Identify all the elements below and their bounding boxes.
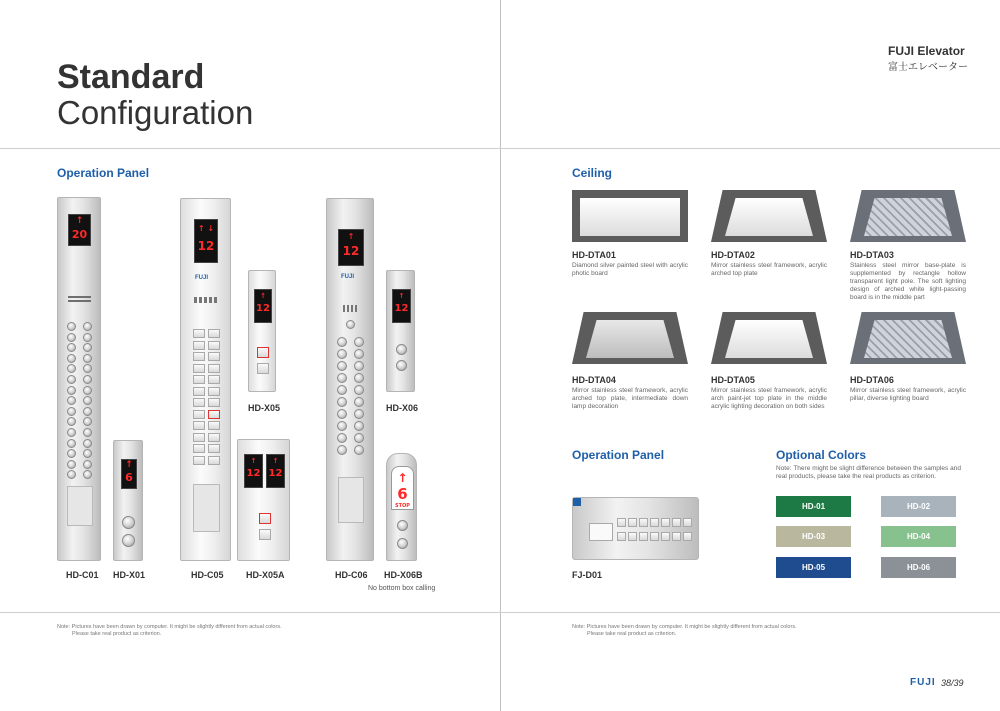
floor-button[interactable] [193, 410, 205, 419]
floor-button[interactable] [67, 417, 76, 426]
floor-button[interactable] [83, 417, 92, 426]
camera-icon [346, 320, 355, 329]
hall-down-button[interactable] [397, 538, 408, 549]
floor-button[interactable] [67, 396, 76, 405]
floor-button[interactable] [193, 433, 205, 442]
hall-down-button[interactable] [257, 363, 269, 374]
floor-button[interactable] [67, 460, 76, 469]
ceiling-image [850, 312, 966, 364]
brand-japanese-name: 富士エレベーター [888, 62, 968, 73]
footer-divider [0, 612, 1000, 613]
ceiling-description: Stainless steel mirror base-plate is supplemented by rectangle hollow transparent light pole. The soft lighting design of arched white light-passing board is in the middle part [850, 262, 966, 301]
floor-button[interactable] [67, 386, 76, 395]
floor-button[interactable] [208, 329, 220, 338]
panel-hd-x05a [237, 439, 290, 561]
floor-button[interactable] [617, 532, 626, 541]
speaker-slot [68, 296, 91, 298]
floor-button[interactable] [83, 439, 92, 448]
floor-button[interactable] [354, 361, 364, 371]
floor-button[interactable] [354, 373, 364, 383]
floor-button[interactable] [83, 396, 92, 405]
color-swatch: HD-02 [881, 496, 956, 517]
hall-down-button[interactable] [122, 534, 135, 547]
footer-brand-logo: FUJI [910, 677, 936, 688]
floor-button[interactable] [337, 361, 347, 371]
right-note-line2: Please take real product as criterion. [587, 631, 677, 637]
floor-button[interactable] [67, 322, 76, 331]
ceiling-description: Diamond silver painted steel with acrylic photic board [572, 262, 688, 277]
floor-button[interactable] [337, 397, 347, 407]
floor-button[interactable] [337, 373, 347, 383]
floor-button[interactable] [193, 444, 205, 453]
floor-button[interactable] [193, 398, 205, 407]
floor-button[interactable] [661, 518, 670, 527]
floor-button[interactable] [83, 354, 92, 363]
floor-display: ↑ 12 [338, 229, 364, 266]
floor-button[interactable] [683, 532, 692, 541]
floor-button[interactable] [67, 439, 76, 448]
floor-button[interactable] [337, 445, 347, 455]
page-number: 38/39 [941, 678, 964, 688]
floor-button[interactable] [354, 337, 364, 347]
floor-button[interactable] [337, 421, 347, 431]
hall-up-button[interactable] [397, 520, 408, 531]
floor-button[interactable] [354, 433, 364, 443]
floor-button[interactable] [337, 433, 347, 443]
floor-button[interactable] [208, 433, 220, 442]
panel-hd-c05 [180, 198, 231, 561]
ceiling-image [572, 312, 688, 364]
floor-button[interactable] [661, 532, 670, 541]
label-hd-x05a: HD-X05A [246, 570, 285, 580]
ceiling-light-panel [586, 320, 674, 358]
ceiling-description: Mirror stainless steel framework, acrylic arched top plate [711, 262, 827, 277]
floor-button[interactable] [337, 409, 347, 419]
floor-display-a: ↑ 12 [244, 454, 263, 488]
accessibility-icon [573, 498, 581, 506]
floor-button[interactable] [83, 364, 92, 373]
label-fj-d01: FJ-D01 [572, 570, 603, 580]
floor-button[interactable] [672, 532, 681, 541]
ceiling-code: HD-DTA05 [711, 375, 755, 385]
floor-button[interactable] [83, 460, 92, 469]
ceiling-code: HD-DTA06 [850, 375, 894, 385]
floor-button[interactable] [208, 341, 220, 350]
ceiling-image [711, 190, 827, 242]
speaker-grille [343, 305, 359, 312]
hall-up-button[interactable] [259, 513, 271, 524]
ceiling-code: HD-DTA01 [572, 250, 616, 260]
label-hd-c05: HD-C05 [191, 570, 224, 580]
ceiling-light-panel [725, 198, 813, 236]
hall-down-button[interactable] [259, 529, 271, 540]
floor-button[interactable] [193, 421, 205, 430]
floor-button[interactable] [208, 387, 220, 396]
floor-button[interactable] [639, 518, 648, 527]
hall-up-button[interactable] [122, 516, 135, 529]
ceiling-light-panel [864, 320, 952, 358]
fuji-logo: FUJI [195, 275, 209, 281]
floor-button[interactable] [617, 518, 626, 527]
floor-button[interactable] [67, 333, 76, 342]
floor-button[interactable] [208, 375, 220, 384]
floor-button[interactable] [83, 407, 92, 416]
floor-button[interactable] [193, 364, 205, 373]
floor-button[interactable] [67, 449, 76, 458]
floor-button[interactable] [83, 449, 92, 458]
label-hd-x01: HD-X01 [113, 570, 146, 580]
floor-button[interactable] [337, 349, 347, 359]
ceiling-code: HD-DTA03 [850, 250, 894, 260]
ceiling-light-panel [864, 198, 952, 236]
ceiling-description: Mirror stainless steel framework, acrylic arch paint-jet top plate in the middle acrylic lighting decoration on both sides [711, 387, 827, 410]
floor-button[interactable] [354, 385, 364, 395]
floor-button[interactable] [193, 387, 205, 396]
panel-hd-x05 [248, 270, 276, 392]
info-plate [589, 523, 613, 541]
floor-display-b: ↑ 12 [266, 454, 285, 488]
panel-hd-x06b [386, 453, 417, 561]
floor-button[interactable] [672, 518, 681, 527]
floor-button[interactable] [67, 407, 76, 416]
color-swatch: HD-03 [776, 526, 851, 547]
header-divider [0, 148, 1000, 149]
floor-button[interactable] [193, 352, 205, 361]
floor-display: ↑ 12 [392, 289, 411, 323]
center-fold-line [500, 0, 501, 711]
page-title-standard: Standard [57, 58, 205, 96]
floor-display: ↑ 6 [121, 459, 137, 489]
floor-button[interactable] [354, 409, 364, 419]
floor-button[interactable] [83, 386, 92, 395]
panel-fj-d01 [572, 497, 699, 560]
panel-hd-x01 [113, 440, 143, 561]
speaker-grille [194, 297, 218, 303]
ceiling-image [711, 312, 827, 364]
floor-button[interactable] [208, 352, 220, 361]
left-note-line1: Note: Pictures have been drawn by computer. It might be slightly different from actual colors. [57, 624, 282, 630]
floor-button[interactable] [193, 341, 205, 350]
operation-panel-heading: Operation Panel [57, 166, 150, 180]
hall-down-button[interactable] [396, 360, 407, 371]
floor-button[interactable] [67, 428, 76, 437]
floor-button[interactable] [67, 375, 76, 384]
panel-hd-c01 [57, 197, 101, 561]
floor-button[interactable] [628, 518, 637, 527]
floor-button[interactable] [67, 343, 76, 352]
fuji-logo: FUJI [341, 274, 355, 280]
floor-button[interactable] [337, 337, 347, 347]
floor-button[interactable] [67, 470, 76, 479]
color-swatch: HD-01 [776, 496, 851, 517]
floor-button[interactable] [83, 428, 92, 437]
ceiling-heading: Ceiling [572, 166, 613, 180]
color-swatch: HD-05 [776, 557, 851, 578]
ceiling-code: HD-DTA04 [572, 375, 616, 385]
ceiling-light-panel [580, 198, 680, 236]
label-hd-x05: HD-X05 [248, 403, 281, 413]
floor-display: ↑ 20 [68, 214, 91, 246]
left-note-line2: Please take real product as criterion. [72, 631, 162, 637]
floor-button[interactable] [83, 333, 92, 342]
floor-button[interactable] [208, 398, 220, 407]
ceiling-description: Mirror stainless steel framework, acrylic arched top plate, intermediate down lamp decoration [572, 387, 688, 410]
ceiling-description: Mirror stainless steel framework, acrylic pillar, diverse lighting board [850, 387, 966, 402]
floor-button[interactable] [83, 375, 92, 384]
page-title-configuration: Configuration [57, 94, 254, 131]
floor-button[interactable] [354, 421, 364, 431]
floor-button[interactable] [208, 410, 220, 419]
ceiling-light-panel [725, 320, 813, 358]
hall-up-button[interactable] [257, 347, 269, 358]
floor-button[interactable] [683, 518, 692, 527]
ceiling-image [572, 190, 688, 242]
service-box [193, 484, 220, 532]
floor-display: ↑ 6 STOP [391, 466, 414, 510]
service-box [338, 477, 364, 523]
floor-display: ↑ ↓ 12 [194, 219, 218, 263]
floor-button[interactable] [83, 322, 92, 331]
floor-button[interactable] [650, 532, 659, 541]
label-hd-x06: HD-X06 [386, 403, 419, 413]
floor-button[interactable] [354, 349, 364, 359]
floor-button[interactable] [208, 364, 220, 373]
floor-button[interactable] [67, 354, 76, 363]
colors-note: Note: There might be slight difference between the samples and real products, please take the real products as criterion. [776, 465, 961, 480]
floor-button[interactable] [193, 329, 205, 338]
right-note-line1: Note: Pictures have been drawn by computer. It might be slightly different from actual colors. [572, 624, 797, 630]
floor-display: ↑ 12 [254, 289, 272, 323]
fj-operation-panel-heading: Operation Panel [572, 448, 665, 462]
floor-button[interactable] [208, 421, 220, 430]
floor-button[interactable] [628, 532, 637, 541]
floor-button[interactable] [67, 364, 76, 373]
floor-button[interactable] [83, 343, 92, 352]
panel-hd-c06 [326, 198, 374, 561]
panel-hd-x06 [386, 270, 415, 392]
label-hd-x06b: HD-X06B [384, 570, 423, 580]
label-hd-c06: HD-C06 [335, 570, 368, 580]
floor-button[interactable] [354, 445, 364, 455]
floor-button[interactable] [83, 470, 92, 479]
floor-button[interactable] [354, 397, 364, 407]
color-swatch: HD-04 [881, 526, 956, 547]
floor-button[interactable] [639, 532, 648, 541]
label-hd-c01: HD-C01 [66, 570, 99, 580]
floor-button[interactable] [337, 385, 347, 395]
brand-name: FUJI Elevator [888, 44, 965, 58]
hall-up-button[interactable] [396, 344, 407, 355]
no-bottom-box-caption: No bottom box calling [368, 585, 436, 592]
floor-button[interactable] [208, 456, 220, 465]
floor-button[interactable] [650, 518, 659, 527]
floor-button[interactable] [193, 456, 205, 465]
ceiling-code: HD-DTA02 [711, 250, 755, 260]
ceiling-image [850, 190, 966, 242]
floor-button[interactable] [208, 444, 220, 453]
color-swatch: HD-06 [881, 557, 956, 578]
floor-button[interactable] [193, 375, 205, 384]
service-box [67, 486, 93, 526]
optional-colors-heading: Optional Colors [776, 448, 866, 462]
